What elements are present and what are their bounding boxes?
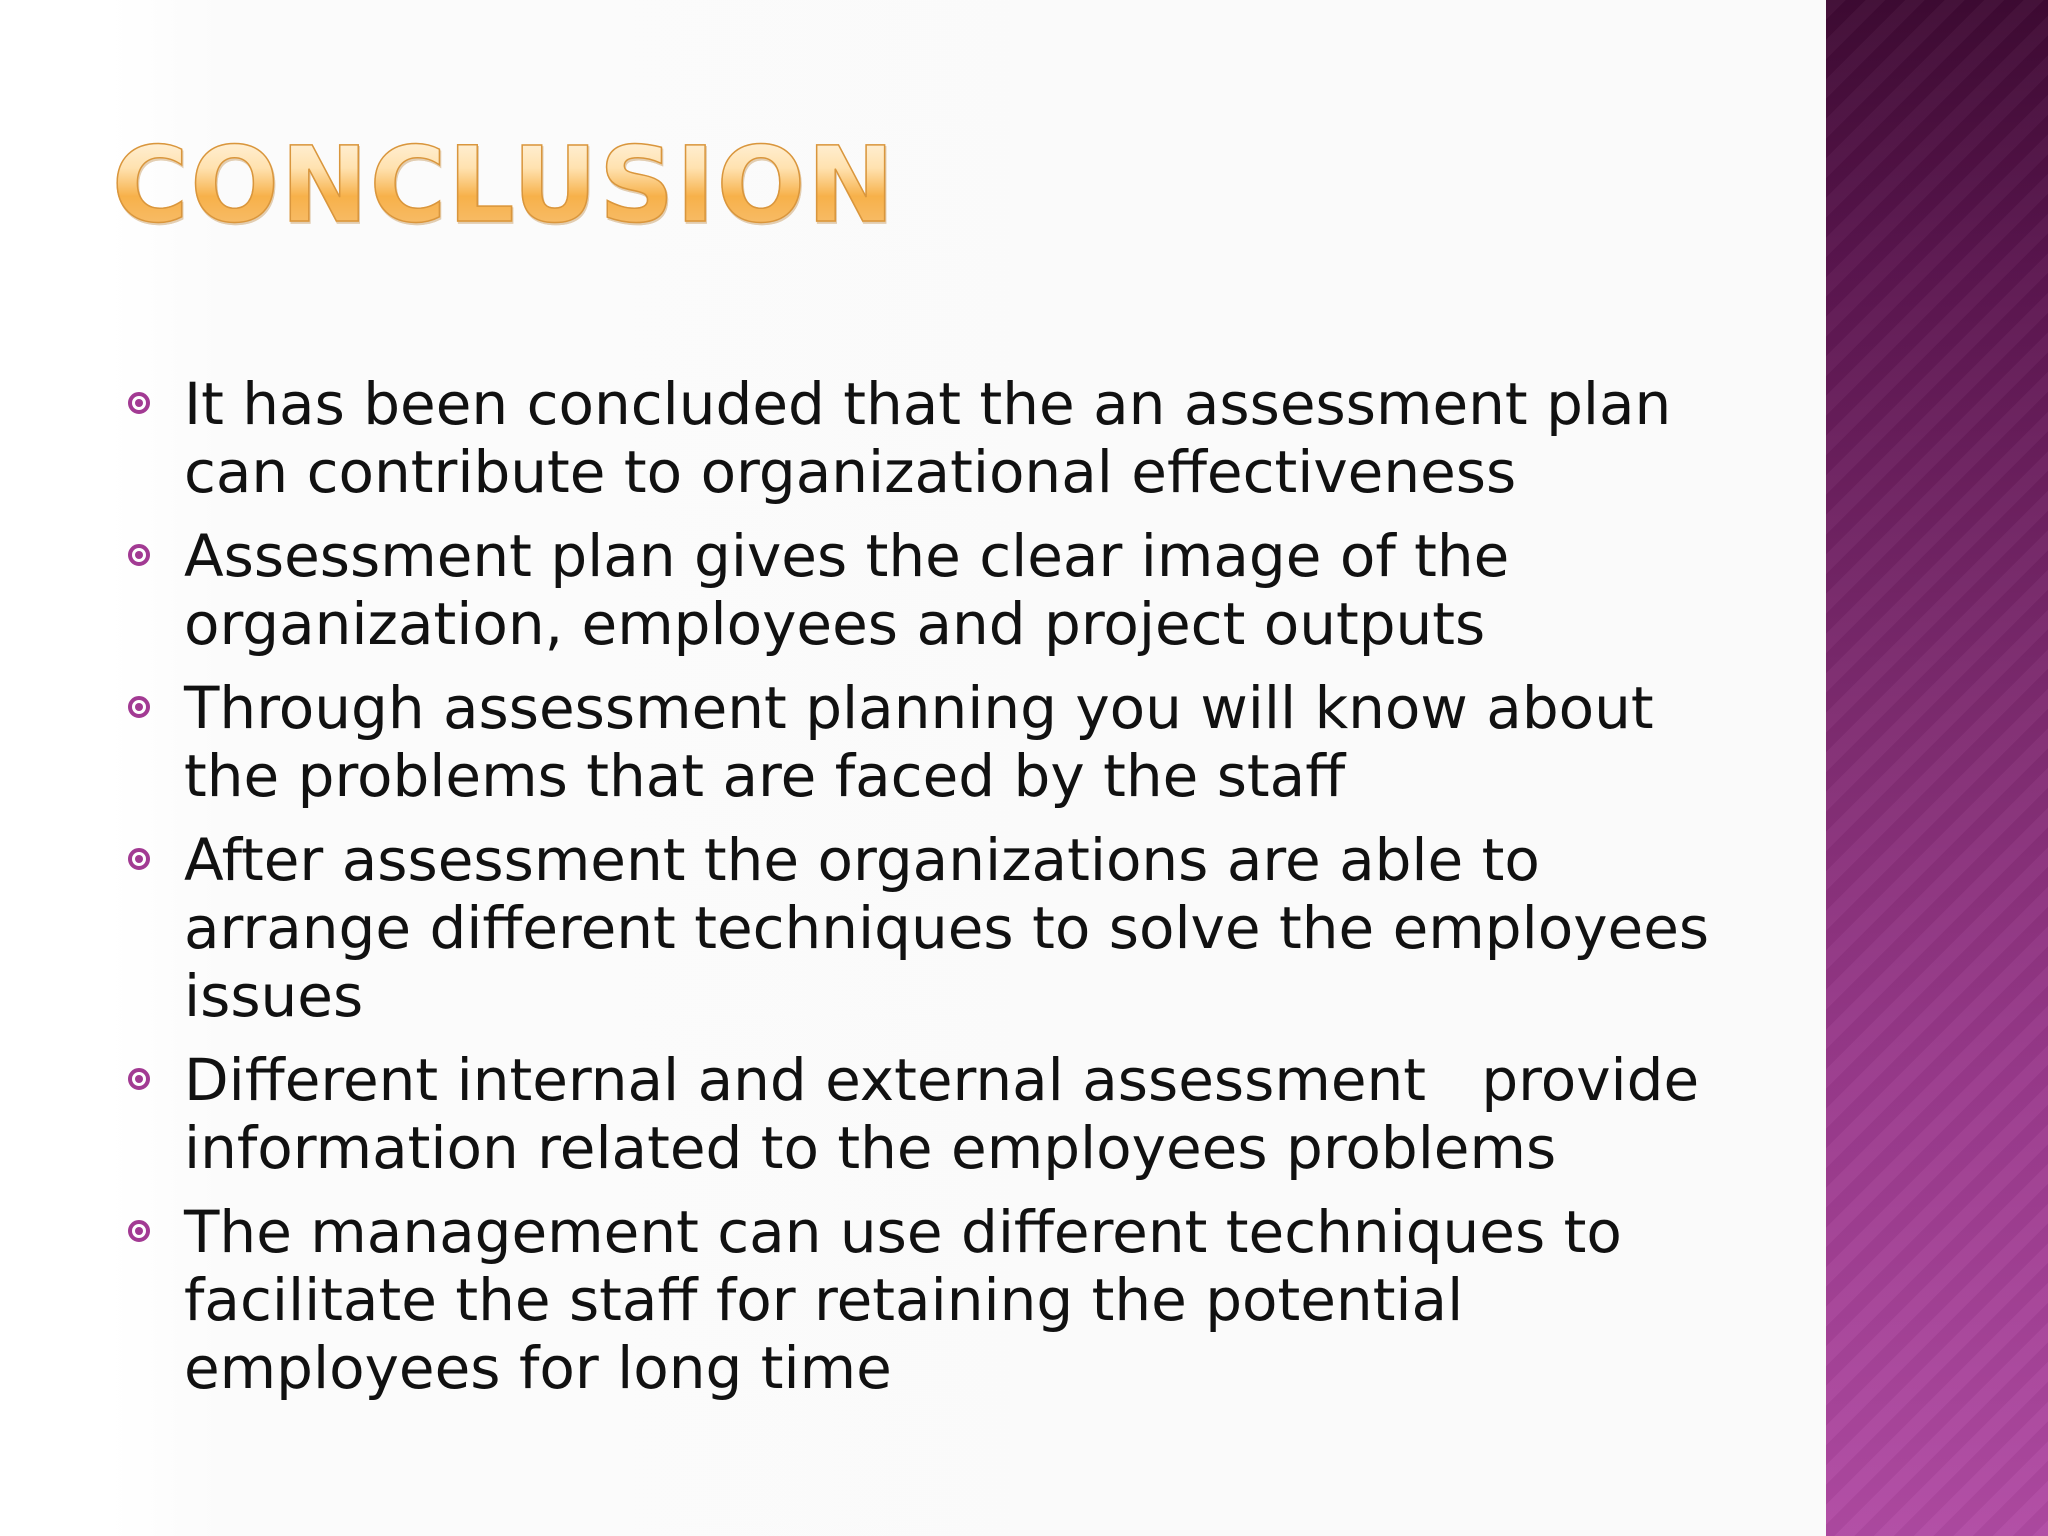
bullet-list — [120, 370, 1728, 1418]
decorative-side-band — [1826, 0, 2048, 1536]
circled-dot-icon — [128, 848, 150, 870]
bullet-text: After assessment the organizations are able to arrange different techniques to solve the employees issues — [184, 826, 1728, 1030]
circled-dot-icon — [128, 544, 150, 566]
bullet-text: Assessment plan gives the clear image of the organization, employees and project outputs — [184, 522, 1528, 658]
slide-title: CONCLUSION — [112, 124, 897, 246]
bullet-text: Different internal and external assessment provide information related to the employees problems — [184, 1046, 1718, 1182]
circled-dot-icon — [128, 1068, 150, 1090]
circled-dot-icon — [128, 1220, 150, 1242]
bullet-item-5 — [120, 1046, 1720, 1182]
circled-dot-icon — [128, 696, 150, 718]
bullet-text: The management can use different techniques to facilitate the staff for retaining the potential employees for long time — [184, 1198, 1641, 1402]
bullet-text: Through assessment planning you will know about the problems that are faced by the staff — [184, 674, 1673, 810]
bullet-item-4 — [120, 826, 1728, 1030]
bullet-text: It has been concluded that the an assessment plan can contribute to organizational effectiveness — [184, 370, 1690, 506]
bullet-item-3 — [120, 674, 1720, 810]
bullet-item-6 — [120, 1198, 1720, 1402]
bullet-item-1 — [120, 370, 1720, 506]
bullet-item-2 — [120, 522, 1720, 658]
circled-dot-icon — [128, 392, 150, 414]
